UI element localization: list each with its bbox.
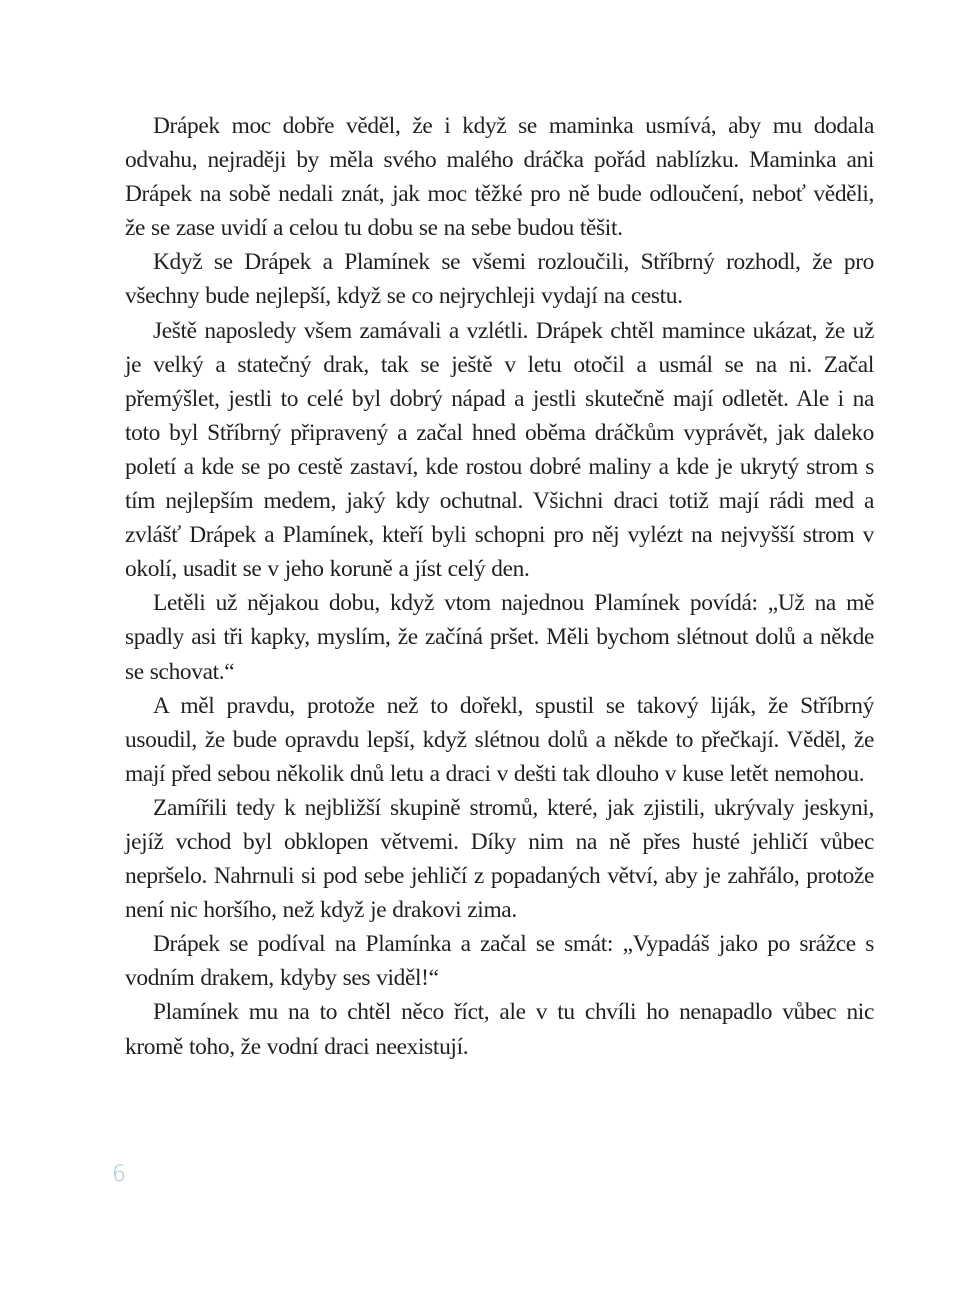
paragraph: A měl pravdu, protože než to dořekl, spustil se takový liják, že Stříbrný usoudil, že bude opravdu lepší, když slétnou dolů a někde to přečkají. Věděl, že mají před sebou několik dnů letu a draci v dešti tak dlouho v kuse letět nemohou. [125,692,874,787]
page-number: 6 [112,1162,126,1187]
paragraph: Drápek se podíval na Plamínka a začal se smát: „Vypadáš jako po srážce s vodním drakem, kdyby ses viděl!“ [125,931,874,992]
paragraph: Zamířili tedy k nejbližší skupině stromů, které, jak zjistili, ukrývaly jeskyni, jejíž vchod byl obklopen větvemi. Díky nim na ně přes husté jehličí vůbec nepršelo. Nahrnuli si pod sebe jehličí z popadaných větví, aby je zahřálo, protože není nic horšího, než když je drakovi zima. [125,794,874,924]
paragraph: Ještě naposledy všem zamávali a vzlétli. Drápek chtěl mamince ukázat, že už je velký a statečný drak, tak se ještě v letu otočil a usmál se na ni. Začal přemýšlet, jestli to celé byl dobrý nápad a jestli skutečně mají odletět. Ale i na toto byl Stříbrný připravený a začal hned oběma dráčkům vyprávět, jak daleko poletí a kde se po cestě zastaví, kde rostou dobré maliny a kde je ukrytý strom s tím nejlepším medem, jaký kdy ochutnal. Všichni draci totiž mají rádi med a zvlášť Drápek a Plamínek, kteří byli schopni pro něj vylézt na nejvyšší strom v okolí, usadit se v jeho koruně a jíst celý den. [125,317,874,583]
paragraph: Letěli už nějakou dobu, když vtom najednou Plamínek povídá: „Už na mě spadly asi tři kapky, myslím, že začíná pršet. Měli bychom slétnout dolů a někde se schovat.“ [125,590,874,685]
paragraph: Drápek moc dobře věděl, že i když se maminka usmívá, aby mu dodala odvahu, nejraději by měla svého malého dráčka pořád nablízku. Maminka ani Drápek na sobě nedali znát, jak moc těžké pro ně bude odloučení, neboť věděli, že se zase uvidí a celou tu dobu se na sebe budou těšit. [125,113,874,242]
body-text [125,109,874,1064]
paragraph: Když se Drápek a Plamínek se všemi rozloučili, Stříbrný rozhodl, že pro všechny bude nejlepší, když se co nejrychleji vydají na cestu. [125,249,874,310]
paragraph: Plamínek mu na to chtěl něco říct, ale v tu chvíli ho nenapadlo vůbec nic kromě toho, že vodní draci neexistují. [125,999,874,1060]
